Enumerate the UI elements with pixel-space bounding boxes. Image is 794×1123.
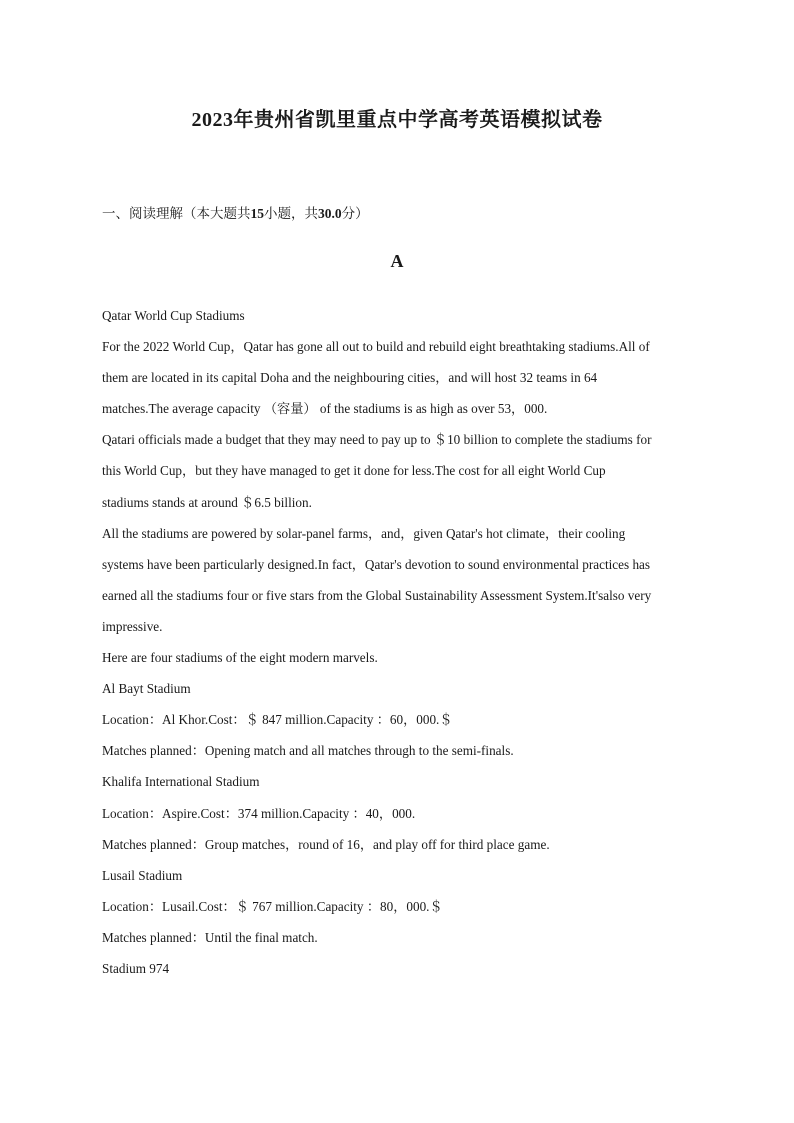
exam-title: 2023年贵州省凯里重点中学高考英语模拟试卷: [191, 109, 603, 131]
stadium-details: Location：Al Khor.Cost：＄ 847 million.Capacity ：60，000.＄: [102, 712, 453, 728]
passage-line: For the 2022 World Cup，Qatar has gone all out to build and rebuild eight breathtaking stadiums.All of: [102, 339, 650, 355]
passage-line: this World Cup，but they have managed to get it done for less.The cost for all eight World Cup: [102, 463, 606, 479]
passage-label: A: [390, 251, 404, 271]
stadium-name: Stadium 974: [102, 960, 170, 976]
passage-title: Qatar World Cup Stadiums: [102, 308, 245, 323]
stadium-name: Lusail Stadium: [102, 867, 183, 883]
stadium-details: Location：Lusail.Cost：＄ 767 million.Capacity ：80，000.＄: [102, 898, 443, 914]
stadium-details: Location：Aspire.Cost：374 million.Capacity ：40，000.: [102, 805, 416, 821]
stadium-matches: Matches planned：Group matches，round of 16，and play off for third place game.: [102, 836, 550, 852]
passage-line: impressive.: [102, 618, 163, 634]
section-score: 30.0: [318, 206, 342, 221]
stadium-matches: Matches planned：Opening match and all matches through to the semi-finals.: [102, 743, 514, 759]
passage-line: stadiums stands at around ＄6.5 billion.: [102, 494, 312, 510]
passage-body: [102, 300, 694, 984]
passage-line: Here are four stadiums of the eight modern marvels.: [102, 650, 378, 666]
stadium-matches: Matches planned：Until the final match.: [102, 929, 318, 945]
passage-line: Qatari officials made a budget that they may need to pay up to ＄10 billion to complete the stadiums for: [102, 432, 652, 448]
passage-line: earned all the stadiums four or five stars from the Global Sustainability Assessment System.It'salso very: [102, 587, 652, 603]
section-middle: 小题，共: [264, 206, 318, 221]
section-heading: [102, 202, 369, 222]
passage-line: them are located in its capital Doha and the neighbouring cities，and will host 32 teams in 64: [102, 370, 598, 386]
section-suffix: 分）: [341, 206, 369, 221]
passage-line: All the stadiums are powered by solar-panel farms，and，given Qatar's hot climate，their cooling: [102, 525, 626, 541]
section-prefix: 一、阅读理解（本大题共: [102, 206, 251, 221]
stadium-name: Khalifa International Stadium: [102, 774, 260, 790]
stadium-name: Al Bayt Stadium: [102, 681, 191, 697]
passage-line: systems have been particularly designed.In fact，Qatar's devotion to sound environmental practices has: [102, 556, 651, 572]
passage-line: matches.The average capacity （容量） of the stadiums is as high as over 53，000.: [102, 401, 548, 417]
section-count: 15: [250, 206, 264, 221]
